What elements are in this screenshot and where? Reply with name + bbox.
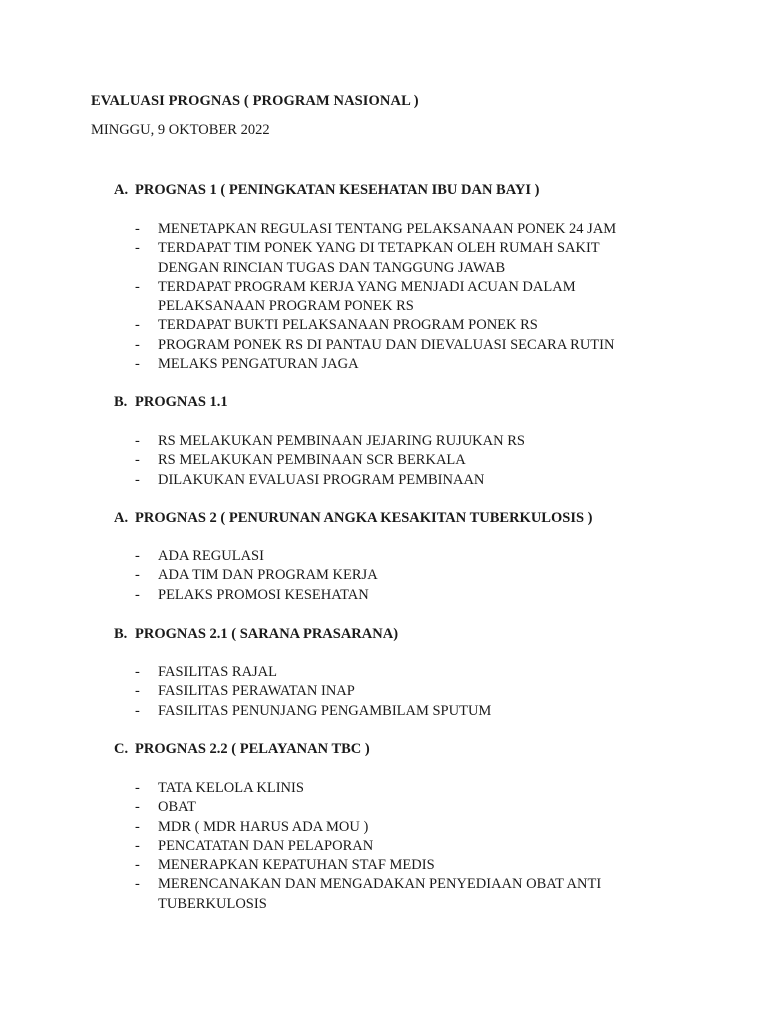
item-list [0, 220, 768, 374]
section-letter: B. [114, 394, 128, 410]
dash-bullet: - [135, 702, 140, 719]
list-item-text: MENETAPKAN REGULASI TENTANG PELAKSANAAN PONEK 24 JAM [158, 221, 617, 237]
item-list [0, 432, 768, 490]
list-item [0, 239, 768, 278]
dash-bullet: - [135, 567, 140, 584]
dash-bullet: - [135, 586, 140, 603]
dash-bullet: - [135, 356, 140, 373]
list-item-text: RS MELAKUKAN PEMBINAAN SCR BERKALA [158, 452, 466, 469]
list-item-text: TERDAPAT BUKTI PELAKSANAAN PROGRAM PONEK RS [158, 317, 538, 334]
section-heading [114, 510, 593, 527]
list-item [0, 682, 768, 701]
section-heading-text: PROGNAS 1 ( PENINGKATAN KESEHATAN IBU DAN BAYI ) [135, 182, 540, 198]
section-heading-text: PROGNAS 2.1 ( SARANA PRASARANA) [135, 626, 399, 642]
list-item-text: FASILITAS PERAWATAN INAP [158, 683, 355, 700]
list-item [0, 451, 768, 470]
dash-bullet: - [135, 278, 140, 295]
list-item-text: PROGRAM PONEK RS DI PANTAU DAN DIEVALUASI SECARA RUTIN [158, 336, 615, 353]
list-item-text: MDR ( MDR HARUS ADA MOU ) [158, 818, 369, 835]
section-letter: B. [114, 626, 128, 642]
list-item [0, 586, 768, 605]
dash-bullet: - [135, 799, 140, 816]
item-list [0, 663, 768, 721]
dash-bullet: - [135, 240, 140, 257]
item-list [0, 547, 768, 605]
list-item [0, 856, 768, 875]
list-item [0, 220, 768, 239]
section-heading [114, 182, 539, 199]
list-item [0, 837, 768, 856]
list-item-text: FASILITAS RAJAL [158, 664, 278, 680]
section-letter: C. [114, 741, 129, 757]
section-heading-text: PROGNAS 1.1 [135, 394, 228, 410]
list-item [0, 355, 768, 374]
document-title: EVALUASI PROGNAS ( PROGRAM NASIONAL ) [91, 93, 419, 109]
dash-bullet: - [135, 336, 140, 353]
dash-bullet: - [135, 876, 140, 893]
list-item [0, 663, 768, 682]
list-item-text: TATA KELOLA KLINIS [158, 780, 304, 796]
dash-bullet: - [135, 471, 140, 488]
list-item-text: DILAKUKAN EVALUASI PROGRAM PEMBINAAN [158, 471, 485, 488]
list-item-text: TERDAPAT PROGRAM KERJA YANG MENJADI ACUAN DALAM PELAKSANAAN PROGRAM PONEK RS [158, 278, 576, 315]
list-item [0, 336, 768, 355]
section-heading [114, 394, 228, 411]
list-item [0, 818, 768, 837]
dash-bullet: - [135, 780, 140, 796]
list-item [0, 798, 768, 817]
dash-bullet: - [135, 857, 140, 874]
list-item-text: OBAT [158, 799, 196, 816]
item-list [0, 779, 768, 914]
section-heading-text: PROGNAS 2 ( PENURUNAN ANGKA KESAKITAN TUBERKULOSIS ) [135, 510, 593, 526]
list-item-text: ADA REGULASI [158, 548, 264, 564]
list-item [0, 547, 768, 566]
list-item [0, 471, 768, 490]
list-item [0, 566, 768, 585]
list-item-text: MENERAPKAN KEPATUHAN STAF MEDIS [158, 857, 435, 874]
section-heading [114, 741, 370, 758]
list-item [0, 875, 768, 914]
dash-bullet: - [135, 433, 140, 449]
list-item [0, 278, 768, 317]
dash-bullet: - [135, 548, 140, 564]
list-item-text: TERDAPAT TIM PONEK YANG DI TETAPKAN OLEH RUMAH SAKIT DENGAN RINCIAN TUGAS DAN TANGGUNG JAWAB [158, 240, 600, 276]
dash-bullet: - [135, 664, 140, 680]
list-item [0, 779, 768, 798]
list-item-text: FASILITAS PENUNJANG PENGAMBILAM SPUTUM [158, 702, 492, 719]
section-letter: A. [114, 510, 129, 526]
dash-bullet: - [135, 221, 140, 237]
list-item-text: ADA TIM DAN PROGRAM KERJA [158, 567, 378, 584]
dash-bullet: - [135, 317, 140, 334]
list-item-text: RS MELAKUKAN PEMBINAAN JEJARING RUJUKAN RS [158, 433, 525, 449]
dash-bullet: - [135, 452, 140, 469]
dash-bullet: - [135, 683, 140, 700]
section-heading [114, 626, 398, 643]
section-heading-text: PROGNAS 2.2 ( PELAYANAN TBC ) [135, 741, 370, 757]
list-item [0, 432, 768, 451]
list-item-text: PELAKS PROMOSI KESEHATAN [158, 586, 369, 603]
section-letter: A. [114, 182, 129, 198]
dash-bullet: - [135, 837, 140, 854]
list-item-text: PENCATATAN DAN PELAPORAN [158, 837, 374, 854]
list-item-text: MERENCANAKAN DAN MENGADAKAN PENYEDIAAN OBAT ANTI TUBERKULOSIS [158, 876, 602, 912]
document-date: MINGGU, 9 OKTOBER 2022 [91, 122, 270, 138]
list-item [0, 316, 768, 335]
list-item-text: MELAKS PENGATURAN JAGA [158, 356, 359, 373]
list-item [0, 702, 768, 721]
dash-bullet: - [135, 818, 140, 835]
